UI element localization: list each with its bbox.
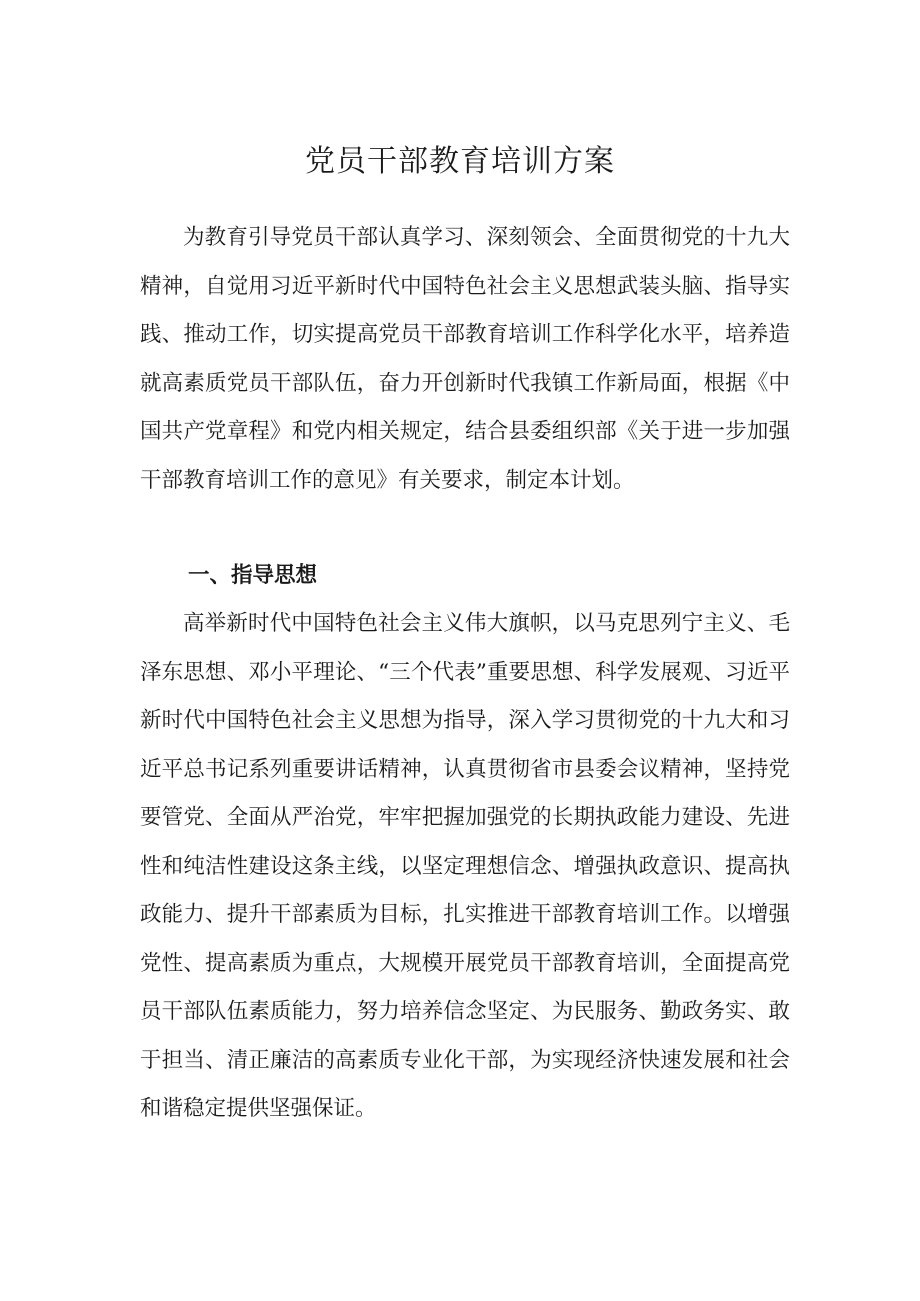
intro-paragraph: 为教育引导党员干部认真学习、深刻领会、全面贯彻党的十九大精神，自觉用习近平新时代中国特色社会主义思想武装头脑、指导实践、推动工作，切实提高党员干部教育培训工作科学化水平，培养造就高素质党员干部队伍，奋力开创新时代我镇工作新局面，根据《中国共产党章程》和党内相关规定，结合县委组织部《关于进一步加强干部教育培训工作的意见》有关要求，制定本计划。 — [140, 225, 790, 493]
document-title: 党员干部教育培训方案 — [305, 144, 615, 179]
section-paragraph-guiding-ideology: 高举新时代中国特色社会主义伟大旗帜，以马克思列宁主义、毛泽东思想、邓小平理论、“三个代表”重要思想、科学发展观、习近平新时代中国特色社会主义思想为指导，深入学习贯彻党的十九大和习近平总书记系列重要讲话精神，认真贯彻省市县委会议精神，坚持党要管党、全面从严治党，牢牢把握加强党的长期执政能力建设、先进性和纯洁性建设这条主线，以坚定理想信念、增强执政意识、提高执政能力、提升干部素质为目标，扎实推进干部教育培训工作。以增强党性、提高素质为重点，大规模开展党员干部教育培训，全面提高党员干部队伍素质能力，努力培养信念坚定、为民服务、勤政务实、敢于担当、清正廉洁的高素质专业化干部，为实现经济快速发展和社会和谐稳定提供坚强保证。 — [140, 611, 790, 1121]
section-heading-guiding-ideology: 一、指导思想 — [188, 563, 318, 588]
